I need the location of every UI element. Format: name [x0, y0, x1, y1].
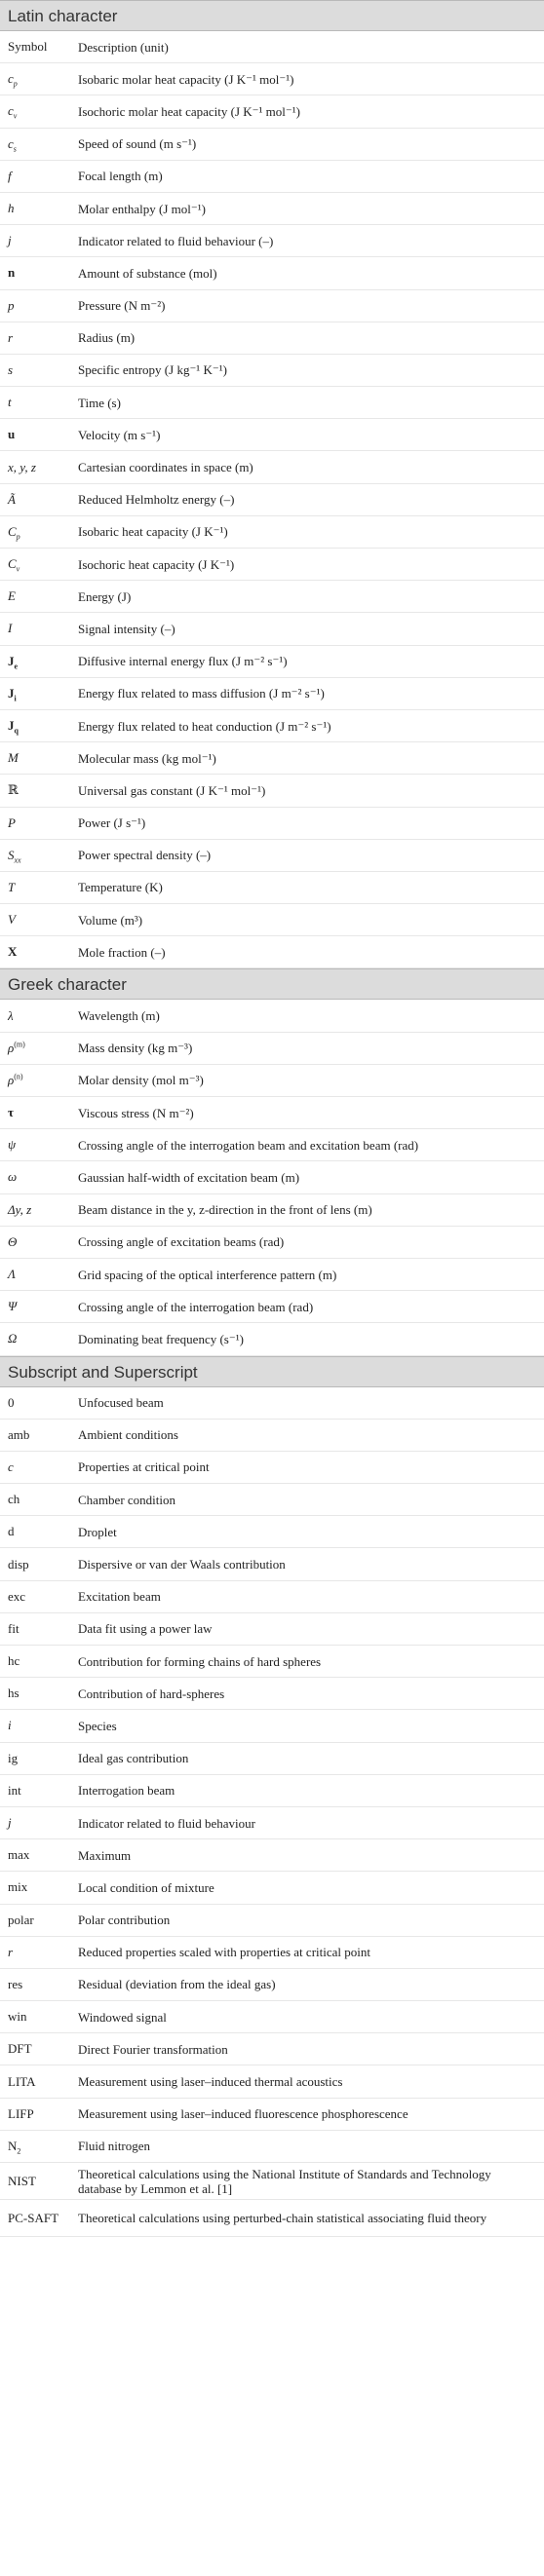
table-row — [0, 2033, 544, 2065]
symbol-text: V — [8, 912, 16, 928]
symbol-cell — [0, 1589, 78, 1605]
symbol-cell — [0, 1041, 78, 1056]
symbol-text: E — [8, 588, 16, 604]
table-row — [0, 1807, 544, 1839]
symbol-text: res — [8, 1976, 23, 1991]
description-cell: Indicator related to fluid behaviour (–) — [78, 233, 274, 248]
symbol-text: N — [8, 2138, 18, 2153]
description-cell: Signal intensity (–) — [78, 621, 175, 636]
symbol-text: n — [8, 265, 16, 281]
description-cell: Molar enthalpy (J mol⁻¹) — [78, 201, 206, 216]
table-row — [0, 1937, 544, 1969]
symbol-text: disp — [8, 1556, 29, 1572]
description-cell: Isochoric heat capacity (J K⁻¹) — [78, 556, 235, 572]
description-cell: Indicator related to fluid behaviour — [78, 1815, 255, 1831]
symbol-subscript: 2 — [17, 2146, 21, 2156]
table-row — [0, 1646, 544, 1678]
description-cell: Pressure (N m⁻²) — [78, 298, 166, 314]
symbol-cell — [0, 2106, 78, 2122]
table-row — [0, 1969, 544, 2001]
description-cell: Isochoric molar heat capacity (J K⁻¹ mol⁻¹) — [78, 103, 300, 119]
symbol-superscript: (n) — [14, 1072, 23, 1081]
symbol-cell — [0, 621, 78, 636]
description-cell: Excitation beam — [78, 1589, 161, 1605]
table-row — [0, 1710, 544, 1742]
table-row — [0, 1581, 544, 1613]
symbol-cell — [0, 1395, 78, 1411]
symbol-cell — [0, 427, 78, 442]
symbol-subscript: p — [13, 79, 18, 89]
symbol-cell — [0, 1427, 78, 1443]
table-row — [0, 1905, 544, 1937]
symbol-text: int — [8, 1782, 21, 1798]
table-row — [0, 1129, 544, 1161]
table-row — [0, 613, 544, 645]
symbol-subscript: s — [13, 144, 17, 154]
symbol-cell — [0, 1718, 78, 1733]
description-cell: Cartesian coordinates in space (m) — [78, 460, 253, 475]
table-row — [0, 775, 544, 807]
symbol-text: c — [8, 71, 14, 87]
symbol-cell — [0, 782, 78, 798]
description-cell: Crossing angle of the interrogation beam and excitation beam (rad) — [78, 1137, 419, 1153]
description-cell: Local condition of mixture — [78, 1879, 214, 1895]
table-row — [0, 1000, 544, 1032]
symbol-cell — [0, 1234, 78, 1250]
symbol-cell — [0, 233, 78, 248]
table-row — [0, 387, 544, 419]
symbol-text: mix — [8, 1879, 28, 1895]
symbol-cell — [0, 1945, 78, 1960]
table-row — [0, 2200, 544, 2237]
table-row — [0, 1613, 544, 1646]
symbol-text: J — [8, 718, 15, 734]
description-cell: Properties at critical point — [78, 1459, 210, 1475]
table-row — [0, 1291, 544, 1323]
description-cell: Viscous stress (N m⁻²) — [78, 1105, 194, 1120]
description-cell: Velocity (m s⁻¹) — [78, 427, 161, 442]
table-row — [0, 95, 544, 128]
symbol-cell — [0, 1653, 78, 1669]
symbol-text: fit — [8, 1620, 19, 1636]
symbol-cell — [0, 1879, 78, 1895]
table-row — [0, 581, 544, 613]
symbol-text: j — [8, 233, 12, 248]
description-cell: Amount of substance (mol) — [78, 265, 217, 281]
description-cell: Mole fraction (–) — [78, 944, 166, 960]
table-row — [0, 129, 544, 161]
table-row — [0, 872, 544, 904]
symbol-text: ch — [8, 1492, 20, 1507]
symbol-cell — [0, 1299, 78, 1314]
symbol-cell — [0, 654, 78, 669]
table-row — [0, 1420, 544, 1452]
symbol-text: C — [8, 556, 17, 572]
table-row — [0, 1548, 544, 1580]
symbol-text: ψ — [8, 1137, 17, 1153]
symbol-text: 0 — [8, 1394, 15, 1410]
symbol-text: h — [8, 201, 15, 216]
description-cell: Unfocused beam — [78, 1395, 164, 1411]
description-cell: Droplet — [78, 1524, 117, 1539]
symbol-text: ω — [8, 1169, 18, 1185]
symbol-text: τ — [8, 1105, 14, 1120]
table-row — [0, 193, 544, 225]
symbol-text: Ψ — [8, 1299, 18, 1314]
description-cell: Contribution for forming chains of hard spheres — [78, 1653, 322, 1669]
description-cell: Theoretical calculations using perturbed-chain statistical associating fluid theory — [78, 2211, 487, 2225]
symbol-cell — [0, 169, 78, 184]
description-cell: Radius (m) — [78, 330, 136, 346]
symbol-text: p — [8, 297, 15, 313]
symbol-text: ρ — [8, 1072, 15, 1087]
table-row — [0, 484, 544, 516]
symbol-text: LIFP — [8, 2105, 34, 2121]
table-row — [0, 1227, 544, 1259]
symbol-cell — [0, 330, 78, 346]
symbol-cell — [0, 944, 78, 960]
symbol-text: d — [8, 1524, 15, 1539]
symbol-cell — [0, 2211, 78, 2226]
description-cell: Reduced Helmholtz energy (–) — [78, 492, 235, 508]
symbol-cell — [0, 1783, 78, 1799]
description-cell: Theoretical calculations using the National Institute of Standards and Technology database by Lemmon et al. [1] — [78, 2166, 491, 2196]
symbol-subscript: v — [13, 112, 18, 122]
symbol-cell — [0, 1977, 78, 1992]
symbol-text: P — [8, 814, 16, 830]
table-row — [0, 1033, 544, 1065]
symbol-cell — [0, 298, 78, 314]
table-row — [0, 646, 544, 678]
description-cell: Energy (J) — [78, 588, 132, 604]
symbol-cell — [0, 395, 78, 410]
symbol-cell — [0, 1331, 78, 1346]
column-header-description: Description (unit) — [78, 39, 169, 55]
symbol-subscript: p — [16, 532, 20, 542]
symbol-text: λ — [8, 1007, 14, 1023]
table-row — [0, 549, 544, 581]
symbol-cell — [0, 556, 78, 572]
description-cell: Power (J s⁻¹) — [78, 815, 146, 831]
symbol-text: J — [8, 685, 15, 701]
description-cell: Beam distance in the y, z-direction in the front of lens (m) — [78, 1202, 372, 1218]
description-cell: Fluid nitrogen — [78, 2139, 151, 2154]
symbol-text: LITA — [8, 2073, 36, 2089]
symbol-text: T — [8, 879, 16, 894]
symbol-cell — [0, 686, 78, 701]
symbol-text: f — [8, 168, 12, 183]
symbol-text: u — [8, 427, 16, 442]
symbol-text: hc — [8, 1653, 20, 1669]
table-row — [0, 710, 544, 742]
symbol-cell — [0, 1169, 78, 1185]
description-cell: Residual (deviation from the ideal gas) — [78, 1977, 276, 1992]
description-cell: Chamber condition — [78, 1492, 176, 1507]
description-cell: Interrogation beam — [78, 1783, 175, 1799]
symbol-cell — [0, 2174, 78, 2189]
table-row — [0, 808, 544, 840]
table-row — [0, 355, 544, 387]
table-row — [0, 1484, 544, 1516]
table-row — [0, 257, 544, 289]
description-cell: Reduced properties scaled with properties at critical point — [78, 1945, 370, 1960]
table-row — [0, 678, 544, 710]
symbol-subscript: i — [14, 694, 17, 703]
table-row — [0, 1097, 544, 1129]
symbol-cell — [0, 1073, 78, 1088]
description-cell: Energy flux related to mass diffusion (J m⁻² s⁻¹) — [78, 686, 325, 701]
symbol-cell — [0, 201, 78, 216]
table-row — [0, 1452, 544, 1484]
description-cell: Polar contribution — [78, 1913, 171, 1928]
symbol-cell — [0, 1815, 78, 1831]
description-cell: Dispersive or van der Waals contribution — [78, 1557, 286, 1572]
table-row — [0, 1065, 544, 1097]
table-row — [0, 161, 544, 193]
symbol-text: hs — [8, 1686, 19, 1701]
symbol-text: S — [8, 847, 15, 862]
description-cell: Measurement using laser–induced thermal acoustics — [78, 2074, 343, 2090]
symbol-text: c — [8, 103, 14, 119]
table-row — [0, 2131, 544, 2163]
symbol-text: j — [8, 1815, 12, 1831]
table-row — [0, 1678, 544, 1710]
symbol-cell — [0, 1913, 78, 1928]
symbol-text: Λ — [8, 1267, 16, 1282]
table-row — [0, 2001, 544, 2033]
description-cell: Time (s) — [78, 395, 121, 410]
symbol-text: X — [8, 944, 18, 960]
description-cell: Molar density (mol m⁻³) — [78, 1073, 204, 1088]
table-row — [0, 2163, 544, 2200]
symbol-cell — [0, 492, 78, 508]
description-cell: Maximum — [78, 1847, 132, 1863]
description-cell: Mass density (kg m⁻³) — [78, 1041, 193, 1056]
symbol-superscript: (m) — [14, 1040, 25, 1049]
symbol-cell — [0, 1557, 78, 1572]
description-cell: Molecular mass (kg mol⁻¹) — [78, 750, 216, 766]
symbol-text: amb — [8, 1426, 30, 1442]
description-cell: Measurement using laser–induced fluorescence phosphorescence — [78, 2106, 408, 2122]
description-cell: Power spectral density (–) — [78, 848, 212, 863]
symbol-cell — [0, 1847, 78, 1863]
description-cell: Direct Fourier transformation — [78, 2041, 228, 2057]
symbol-text: r — [8, 1944, 14, 1959]
description-cell: Volume (m³) — [78, 912, 143, 928]
table-row — [0, 1516, 544, 1548]
description-cell: Species — [78, 1718, 117, 1733]
table-row — [0, 322, 544, 355]
symbol-text: Δy, z — [8, 1201, 32, 1217]
description-cell: Focal length (m) — [78, 169, 163, 184]
table-row — [0, 1161, 544, 1193]
symbol-cell — [0, 880, 78, 895]
table-row — [0, 1872, 544, 1904]
symbol-text: J — [8, 653, 15, 668]
description-cell: Temperature (K) — [78, 880, 163, 895]
symbol-text: I — [8, 621, 13, 636]
table-row — [0, 516, 544, 549]
table-row — [0, 1839, 544, 1872]
symbol-text: exc — [8, 1588, 26, 1604]
symbol-subscript: q — [14, 726, 19, 736]
description-cell: Ambient conditions — [78, 1427, 178, 1443]
symbol-text: ig — [8, 1750, 19, 1765]
symbol-cell — [0, 1524, 78, 1539]
symbol-cell — [0, 718, 78, 734]
symbol-text: Θ — [8, 1233, 18, 1249]
symbol-cell — [0, 265, 78, 281]
symbol-cell — [0, 1621, 78, 1637]
description-cell: Specific entropy (J kg⁻¹ K⁻¹) — [78, 362, 227, 378]
symbol-text: Ω — [8, 1331, 18, 1346]
symbol-cell — [0, 912, 78, 928]
column-header-symbol: Symbol — [8, 39, 48, 55]
symbol-text: ℝ — [8, 782, 19, 798]
symbol-text: s — [8, 361, 14, 377]
symbol-cell — [0, 1105, 78, 1120]
column-header-row — [0, 31, 544, 63]
symbol-text: polar — [8, 1912, 34, 1927]
table-row — [0, 904, 544, 936]
table-row — [0, 290, 544, 322]
symbol-cell — [0, 750, 78, 766]
table-row — [0, 451, 544, 483]
symbol-cell — [0, 460, 78, 475]
section-header-subscript-and-superscript: Subscript and Superscript — [0, 1356, 544, 1387]
description-cell: Grid spacing of the optical interference pattern (m) — [78, 1267, 337, 1282]
symbol-text: c — [8, 1458, 14, 1474]
description-cell: Isobaric heat capacity (J K⁻¹) — [78, 524, 228, 540]
table-row — [0, 1775, 544, 1807]
table-row — [0, 2099, 544, 2131]
table-row — [0, 1323, 544, 1355]
section-header-latin-character: Latin character — [0, 0, 544, 31]
symbol-cell — [0, 103, 78, 122]
symbol-subscript: v — [16, 564, 20, 574]
symbol-text: i — [8, 1718, 12, 1733]
symbol-cell — [0, 588, 78, 604]
description-cell: Ideal gas contribution — [78, 1751, 189, 1766]
symbol-cell — [0, 1751, 78, 1766]
symbol-cell — [0, 815, 78, 831]
symbol-text: t — [8, 395, 12, 410]
table-row — [0, 840, 544, 872]
description-cell: Isobaric molar heat capacity (J K⁻¹ mol⁻¹) — [78, 71, 294, 87]
symbol-text: x, y, z — [8, 459, 36, 474]
table-row — [0, 742, 544, 775]
description-cell: Windowed signal — [78, 2009, 167, 2025]
description-cell: Data fit using a power law — [78, 1621, 213, 1637]
table-row — [0, 1743, 544, 1775]
symbol-text: C — [8, 523, 17, 539]
symbol-text: max — [8, 1847, 30, 1863]
description-cell: Dominating beat frequency (s⁻¹) — [78, 1331, 244, 1346]
symbol-text: r — [8, 329, 14, 345]
symbol-cell — [0, 71, 78, 87]
symbol-subscript: xx — [14, 855, 21, 865]
description-cell: Crossing angle of excitation beams (rad) — [78, 1234, 285, 1250]
table-row — [0, 1259, 544, 1291]
symbol-text: win — [8, 2009, 27, 2025]
symbol-text: ρ — [8, 1040, 15, 1055]
symbol-text: NIST — [8, 2173, 36, 2188]
description-cell: Crossing angle of the interrogation beam (rad) — [78, 1299, 314, 1314]
table-row — [0, 1194, 544, 1227]
symbol-cell — [0, 136, 78, 152]
symbol-text: PC-SAFT — [8, 2210, 59, 2225]
symbol-text: Ã — [8, 491, 16, 507]
symbol-cell — [0, 1202, 78, 1218]
description-cell: Speed of sound (m s⁻¹) — [78, 136, 197, 152]
description-cell: Gaussian half-width of excitation beam (m) — [78, 1169, 300, 1185]
description-cell: Diffusive internal energy flux (J m⁻² s⁻¹) — [78, 654, 288, 669]
table-row — [0, 225, 544, 257]
symbol-text: M — [8, 750, 19, 766]
symbol-cell — [0, 362, 78, 378]
symbol-cell — [0, 1459, 78, 1475]
symbol-text: DFT — [8, 2041, 32, 2057]
symbol-cell — [0, 1686, 78, 1701]
section-header-greek-character: Greek character — [0, 968, 544, 1000]
symbol-cell — [0, 2041, 78, 2057]
symbol-cell — [0, 1492, 78, 1507]
symbol-subscript: e — [14, 662, 19, 671]
symbol-cell — [0, 2139, 78, 2154]
description-cell: Wavelength (m) — [78, 1008, 160, 1024]
symbol-cell — [0, 1267, 78, 1282]
description-cell: Energy flux related to heat conduction (J m⁻² s⁻¹) — [78, 718, 331, 734]
symbol-cell — [0, 848, 78, 863]
symbol-cell — [0, 524, 78, 540]
symbol-cell — [0, 1137, 78, 1153]
table-row — [0, 419, 544, 451]
symbol-text: c — [8, 135, 14, 151]
table-row — [0, 1387, 544, 1420]
symbol-cell — [0, 1008, 78, 1024]
description-cell: Universal gas constant (J K⁻¹ mol⁻¹) — [78, 782, 266, 798]
table-row — [0, 2065, 544, 2098]
symbol-cell — [0, 2009, 78, 2025]
symbol-cell — [0, 2074, 78, 2090]
table-row — [0, 936, 544, 968]
description-cell: Contribution of hard-spheres — [78, 1686, 225, 1701]
table-row — [0, 63, 544, 95]
